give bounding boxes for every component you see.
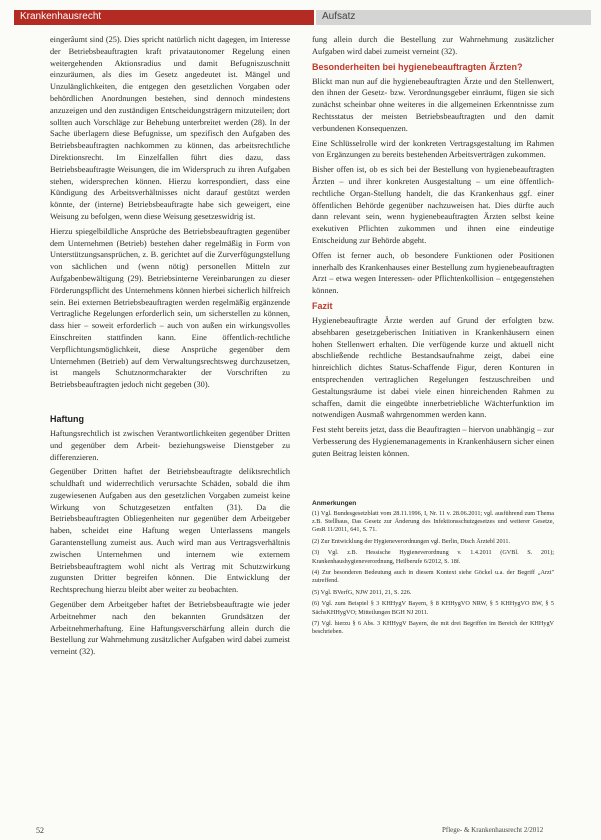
header-section-label: Krankenhausrecht: [20, 11, 102, 22]
footnote-item: (3) Vgl. z.B. Hessische Hygieneverordnung v. 1.4.2011 (GVBl. S. 201); Krankenhaushygieneverordnung, Heilberufe 6/2012, S. 18f.: [312, 549, 554, 565]
section-gap: [50, 394, 290, 410]
header-bar-section: [14, 10, 314, 25]
left-paragraph-4: Gegenüber Dritten haftet der Betriebsbeauftragte deliktsrechtlich schuldhaft und widerrechtlich verursachte Schäden, sobald die ihm zugewiesenen Aufgaben aus den gesetzlichen Vorgaben zumeist keine Wirkung von Schutzgesetzen entfalten (31). Da die Betriebsbeauftragten Obliegenheiten nur gegenüber dem Arbeitgeber haben, scheidet eine Haftung wegen Unterlassens mangels Garantenstellung zumeist aus. Auch wird man aus Vertragsverhältnis zwischen Unternehmen und internem wie externem Betriebsbeauftragtem wohl nicht als Vertrag mit Schutzwirkung zugunsten Dritter begreifen können. Die Entwicklung der Rechtsprechung hierzu bleibt aber weiter zu beobachten.: [50, 467, 290, 595]
header-kind-label: Aufsatz: [322, 11, 356, 22]
footnotes-list: [312, 510, 554, 637]
left-paragraph-2: Hierzu spiegelbildliche Ansprüche des Betriebsbeauftragten gegenüber dem Unternehmen (Betrieb) bestehen daher regelmäßig in Form von Unterstützungsansprüchen, z. B. gerichtet auf die Zurverfügungstellung von sächlichen und (wenn nötig) personellen Mitteln zur Aufgabenbewältigung (29). Betriebsinterne Vereinbarungen zu dieser Förderungspflicht des Unternehmens können hierbei sicherlich hilfreich sein. Bei externen Betriebsbeauftragten werden regelmäßig ergänzende Vertragliche Regelungen erforderlich sein, um sicherstellen zu können, dass hier – soweit erforderlich – auch von außen ein wirkungsvolles Einschreiten stattfinden kann. Eine öffentlich-rechtliche Verpflichtungsmöglichkeit, diese Ansprüche gegenüber dem Unternehmen (Betrieb) auf dem Verwaltungsrechtsweg durchzusetzen, ist mangels Schutznormcharakter der Vorschriften zu Betriebsbeauftragten jedoch nicht gegeben (30).: [50, 226, 290, 390]
left-column: [50, 34, 290, 661]
right-paragraph-6: Fest steht bereits jetzt, dass die Beauftragten – hiervon unabhängig – zur Verbesserung des Hygienemanagements in Krankenhäusern sicher einen guten Beitrag leisten können.: [312, 425, 554, 458]
heading-fazit: Fazit: [312, 300, 333, 311]
heading-haftung: Haftung: [50, 413, 84, 424]
right-paragraph-3: Bisher offen ist, ob es sich bei der Bestellung von hygienebeauftragten Ärzten – und ihrer konkreten Ausgestaltung – um eine öffentlich-rechtliche Organ-Stellung handelt, die das Krankenhaus ggf. einer öffentlichen Behörde gegenüber nachzuweisen hat. Dies dürfte auch dann relevant sein, wenn hygienebeauftragten Ärzten selbst keine exekutiven Pflichten zukommen und ihnen eine eindeutige Entscheidung zur Behörde abgeht.: [312, 165, 554, 245]
footnotes: [312, 500, 554, 637]
left-paragraph-1: eingerâumt sind (25). Dies spricht natürlich nicht dagegen, im Interesse der Betriebsbeauftragten kraft privatautonomer Regelung einen weitergehenden Aktionsradius und damit Befugniszuschnitt einzuräumen, als dies im Gesetz angedeutet ist. Mängel und Unzulänglichkeiten, die entgegen den gesetzlichen Vorgaben oder behördlichen Anordnungen bestehen, sind dennoch mindestens anzuzeigen und den zuständigen Entscheidungsträgern mitzuteilen; dort sollten auch Vorschläge zur Behebung unterbreitet werden (28). In der Sache überlagern diese Befugnisse, um spezifisch den Aufgaben des Betriebsbeauftragten nachkommen zu können, das arbeitsrechtliche Direktionsrecht. Im Einzelfallen führt dies dazu, dass Betriebsbeauftragte Weisungen, die im Widerspruch zu ihren Aufgaben stehen, widersprechen können. Hierzu korrespondiert, dass eine Kündigung des Arbeitsverhältnisses nicht darauf gestützt werden könnte, der (interne) Betriebsbeauftragte habe sich geweigert, eine Weisung zu befolgen, wenn diese Weisung gesetzeswidrig ist.: [50, 35, 290, 221]
right-paragraph-0: fung allein durch die Bestellung zur Wahrnehmung zusätzlicher Aufgaben wird dabei zumeist verneint (32).: [312, 35, 554, 56]
heading-besonderheiten: Besonderheiten bei hygienebeauftragten Ärzten?: [312, 61, 523, 72]
right-paragraph-4: Offen ist ferner auch, ob besondere Funktionen oder Positionen innerhalb des Krankenhauses einer Bestellung zum hygienebeauftragten Arzt – etwa wegen Interessen- oder Pflichtenkollision – entgegenstehen können.: [312, 250, 554, 296]
left-paragraph-3: Haftungsrechtlich ist zwischen Verantwortlichkeiten gegenüber Dritten und gegenüber dem Arbeit- beziehungsweise Dienstgeber zu differenzieren.: [50, 428, 290, 462]
footnote-item: (6) Vgl. zum Beispiel § 3 KHHygV Bayern, § 8 KHHygVO NRW, § 5 KHHygVO BW, § 5 SächsKHHygVO; Mitteilungen BGH NJ 2011.: [312, 600, 554, 616]
running-header: [14, 10, 591, 25]
header-bar-kind: [316, 10, 591, 25]
page-number: 52: [36, 826, 44, 835]
journal-citation: Pflege- & Krankenhausrecht 2/2012: [442, 826, 544, 834]
footnote-item: (7) Vgl. hierzu § 6 Abs. 3 KHHygV Bayern, die mit drei Begriffen im Bereich der KHHygV beschrieben.: [312, 619, 554, 636]
right-paragraph-2: Eine Schlüsselrolle wird der konkreten Vertragsgestaltung im Rahmen von Ergänzungen zu bereits bestehenden Arbeitsverträgen zukommen.: [312, 138, 554, 160]
footnote-item: (5) Vgl. BVerfG, NJW 2011, 21, S. 226.: [312, 588, 412, 596]
footnote-item: (2) Zur Entwicklung der Hygieneverordnungen vgl. Berlin, Dtsch Ärztebl 2011.: [312, 537, 511, 545]
footnotes-title: Anmerkungen: [312, 499, 357, 507]
footnote-item: (1) Vgl. Bundesgesetzblatt vom 28.11.1996, I, Nr. 11 v. 28.06.2011; vgl. ausführend zum Thema z.B. Stellhaus, Das Gesetz zur Änderung des Infektionsschutzgesetzes und weiterer Gesetze, GesR 11/2011, 641, S. 71.: [312, 509, 554, 534]
right-paragraph-5: Hygienebeauftragte Ärzte werden auf Grund der erfolgten bzw. absehbaren gesetzgeberischen Initiativen in Krankenhäusern einen hohen Stellenwert erhalten. Die verfügende kurze und aktuell nicht abschließende rechtliche Bestandsaufnahme zeigt, dabei eine hinreichlich dichtes Status-Schaffende Figur, deren Konturen in entsprechenden vertraglichen Regelungen festzuschreiben und Gestaltungsräume ist dabei viele einen hinreichenden Rahmen zu schaffen, damit die eingeübte innerbetriebliche Wächterfunktion im notwendigen Ausmaß wahrgenommen werden kann.: [312, 315, 554, 420]
footnote-item: (4) Zur besonderen Bedeutung auch in diesem Kontext siehe Göckel u.a. der Begriff „Arzt" zutreffend.: [312, 568, 554, 585]
left-paragraph-5: Gegenüber dem Arbeitgeber haftet der Betriebsbeauftragte wie jeder Arbeitnehmer nach den bekannten Grundsätzen der Arbeitnehmerhaftung. Eine Haftungsverschärfung allein durch die Bestellung zur Wahrnehmung zusätzlicher Aufgaben wird dabei zumeist verneint (32).: [50, 600, 290, 657]
right-paragraph-1: Blickt man nun auf die hygienebeauftragten Ärzte und den Stellenwert, den ihnen der Gesetz- bzw. Verordnungsgeber einräumt, fügen sie sich zunächst scheinbar ohne weiteres in die allgemeinen Erkenntnisse zum Rechtsstatus der meisten Betriebsbeauftragten und den damit verbundenen Konsequenzen.: [312, 76, 554, 133]
right-column: [312, 34, 554, 640]
